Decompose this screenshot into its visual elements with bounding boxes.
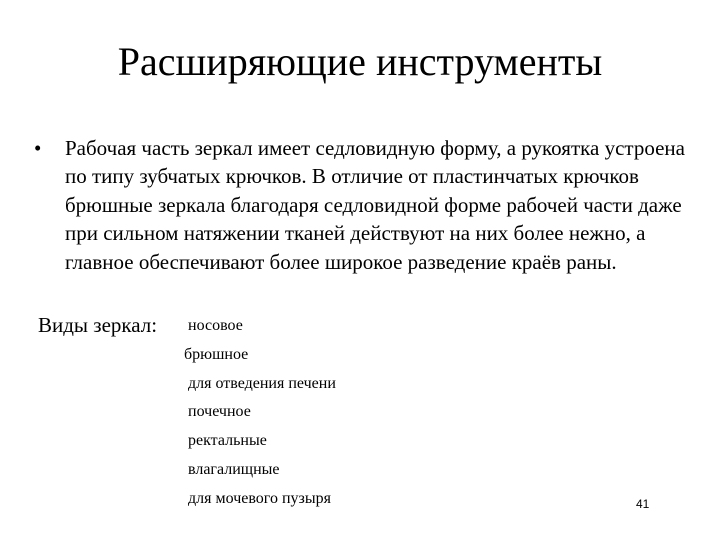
types-list-item: для отведения печени bbox=[188, 375, 336, 392]
types-list-item: носовое bbox=[188, 317, 243, 334]
slide-title: Расширяющие инструменты bbox=[117, 39, 603, 84]
bullet-icon: • bbox=[34, 136, 42, 160]
types-label: Виды зеркал: bbox=[38, 313, 158, 337]
page-number: 41 bbox=[636, 497, 650, 511]
types-list-item: брюшное bbox=[184, 346, 249, 363]
bullet-paragraph bbox=[34, 134, 704, 276]
types-list-item: ректальные bbox=[188, 432, 267, 449]
types-list-item: для мочевого пузыря bbox=[188, 490, 331, 507]
types-list-item: влагалищные bbox=[188, 461, 280, 478]
types-list-item: почечное bbox=[188, 403, 251, 420]
bullet-text: Рабочая часть зеркал имеет седловидную форму, а рукоятка устроена по типу зубчатых крючков. В отличие от пластинчатых крючков брюшные зеркала благодаря седловидной форме рабочей части даже при сильном натяжении тканей действуют на них более нежно, а главное обеспечивают более широкое разведение краёв раны. bbox=[65, 136, 685, 274]
